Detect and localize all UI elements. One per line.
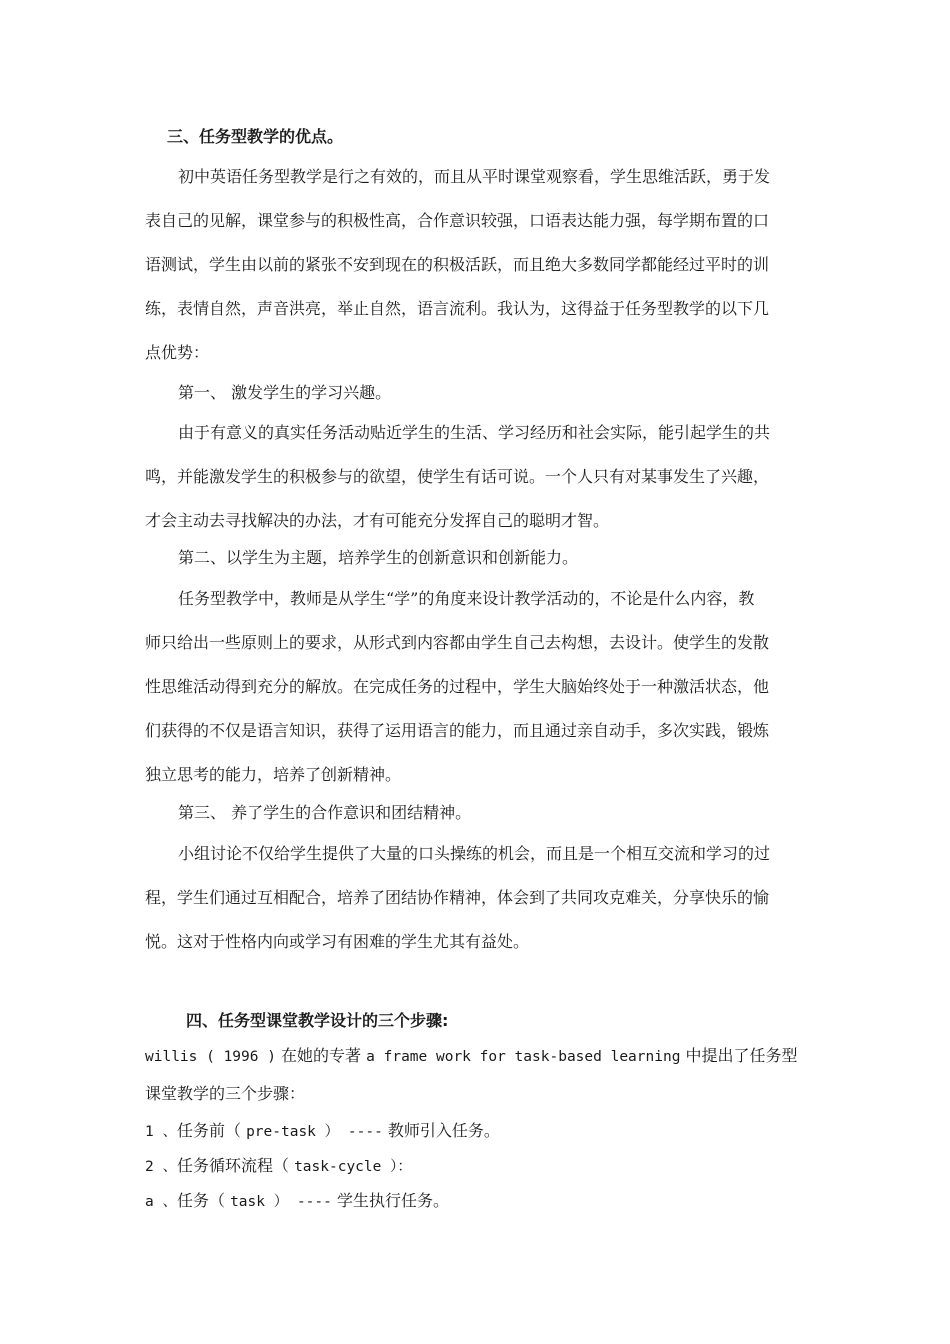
intro-text: 在她的专著 bbox=[281, 1046, 362, 1065]
step-term: task ） ---- bbox=[230, 1194, 332, 1210]
step-label: 任务循环流程（ bbox=[176, 1156, 289, 1175]
paragraph-line: 悦。这对于性格内向或学习有困难的学生尤其有益处。 bbox=[145, 932, 530, 951]
point-3-title: 第三、 养了学生的合作意识和团结精神。 bbox=[178, 803, 472, 822]
section-4-heading: 四、任务型课堂教学设计的三个步骤: bbox=[186, 1011, 449, 1030]
intro-text: 中提出了任务型 bbox=[685, 1046, 798, 1065]
paragraph-line: 鸣，并能激发学生的积极参与的欲望，使学生有话可说。一个人只有对某事发生了兴趣， bbox=[145, 467, 770, 486]
step-number: 2 、 bbox=[145, 1159, 177, 1175]
paragraph-line: 表自己的见解，课堂参与的积极性高，合作意识较强，口语表达能力强，每学期布置的口 bbox=[145, 211, 770, 230]
paragraph-line: 任务型教学中，教师是从学生“学”的角度来设计教学活动的，不论是什么内容，教 bbox=[178, 589, 755, 608]
paragraph-line: 们获得的不仅是语言知识，获得了运用语言的能力，而且通过亲自动手，多次实践，锻炼 bbox=[145, 721, 770, 740]
section-3-heading: 三、任务型教学的优点。 bbox=[167, 127, 344, 146]
paragraph-line: 独立思考的能力，培养了创新精神。 bbox=[145, 765, 402, 784]
intro-citation: willis ( 1996 ) bbox=[145, 1049, 276, 1065]
paragraph-line: 初中英语任务型教学是行之有效的，而且从平时课堂观察看，学生思维活跃，勇于发 bbox=[178, 167, 771, 186]
paragraph-line: 程，学生们通过互相配合，培养了团结协作精神，体会到了共同攻克难关，分享快乐的愉 bbox=[145, 888, 770, 907]
step-term: task-cycle ）： bbox=[294, 1159, 412, 1175]
book-title: a frame work for task-based learning bbox=[366, 1049, 681, 1065]
step-number: a 、 bbox=[145, 1194, 177, 1210]
step-2 bbox=[145, 1156, 412, 1177]
step-description: 学生执行任务。 bbox=[336, 1191, 449, 1210]
step-description: 教师引入任务。 bbox=[387, 1121, 500, 1140]
paragraph-line: 点优势： bbox=[145, 343, 210, 362]
intro-line-1 bbox=[145, 1046, 798, 1067]
point-1-title: 第一、 激发学生的学习兴趣。 bbox=[178, 383, 392, 402]
paragraph-line: 师只给出一些原则上的要求，从形式到内容都由学生自己去构想，去设计。使学生的发散 bbox=[145, 633, 770, 652]
paragraph-line: 由于有意义的真实任务活动贴近学生的生活、学习经历和社会实际，能引起学生的共 bbox=[178, 423, 771, 442]
step-term: pre-task ） ---- bbox=[246, 1124, 383, 1140]
paragraph-line: 小组讨论不仅给学生提供了大量的口头操练的机会，而且是一个相互交流和学习的过 bbox=[178, 844, 771, 863]
step-label: 任务前（ bbox=[176, 1121, 241, 1140]
step-1 bbox=[145, 1121, 500, 1142]
paragraph-line: 练，表情自然，声音洪亮，举止自然，语言流利。我认为，这得益于任务型教学的以下几 bbox=[145, 299, 770, 318]
step-label: 任务（ bbox=[176, 1191, 225, 1210]
step-a bbox=[145, 1191, 449, 1212]
step-number: 1 、 bbox=[145, 1124, 177, 1140]
paragraph-line: 才会主动去寻找解决的办法，才有可能充分发挥自己的聪明才智。 bbox=[145, 511, 610, 530]
intro-line-2: 课堂教学的三个步骤： bbox=[145, 1084, 306, 1103]
paragraph-line: 性思维活动得到充分的解放。在完成任务的过程中，学生大脑始终处于一种激活状态，他 bbox=[145, 677, 770, 696]
paragraph-line: 语测试，学生由以前的紧张不安到现在的积极活跃，而且绝大多数同学都能经过平时的训 bbox=[145, 255, 770, 274]
point-2-title: 第二、以学生为主题，培养学生的创新意识和创新能力。 bbox=[178, 548, 579, 567]
